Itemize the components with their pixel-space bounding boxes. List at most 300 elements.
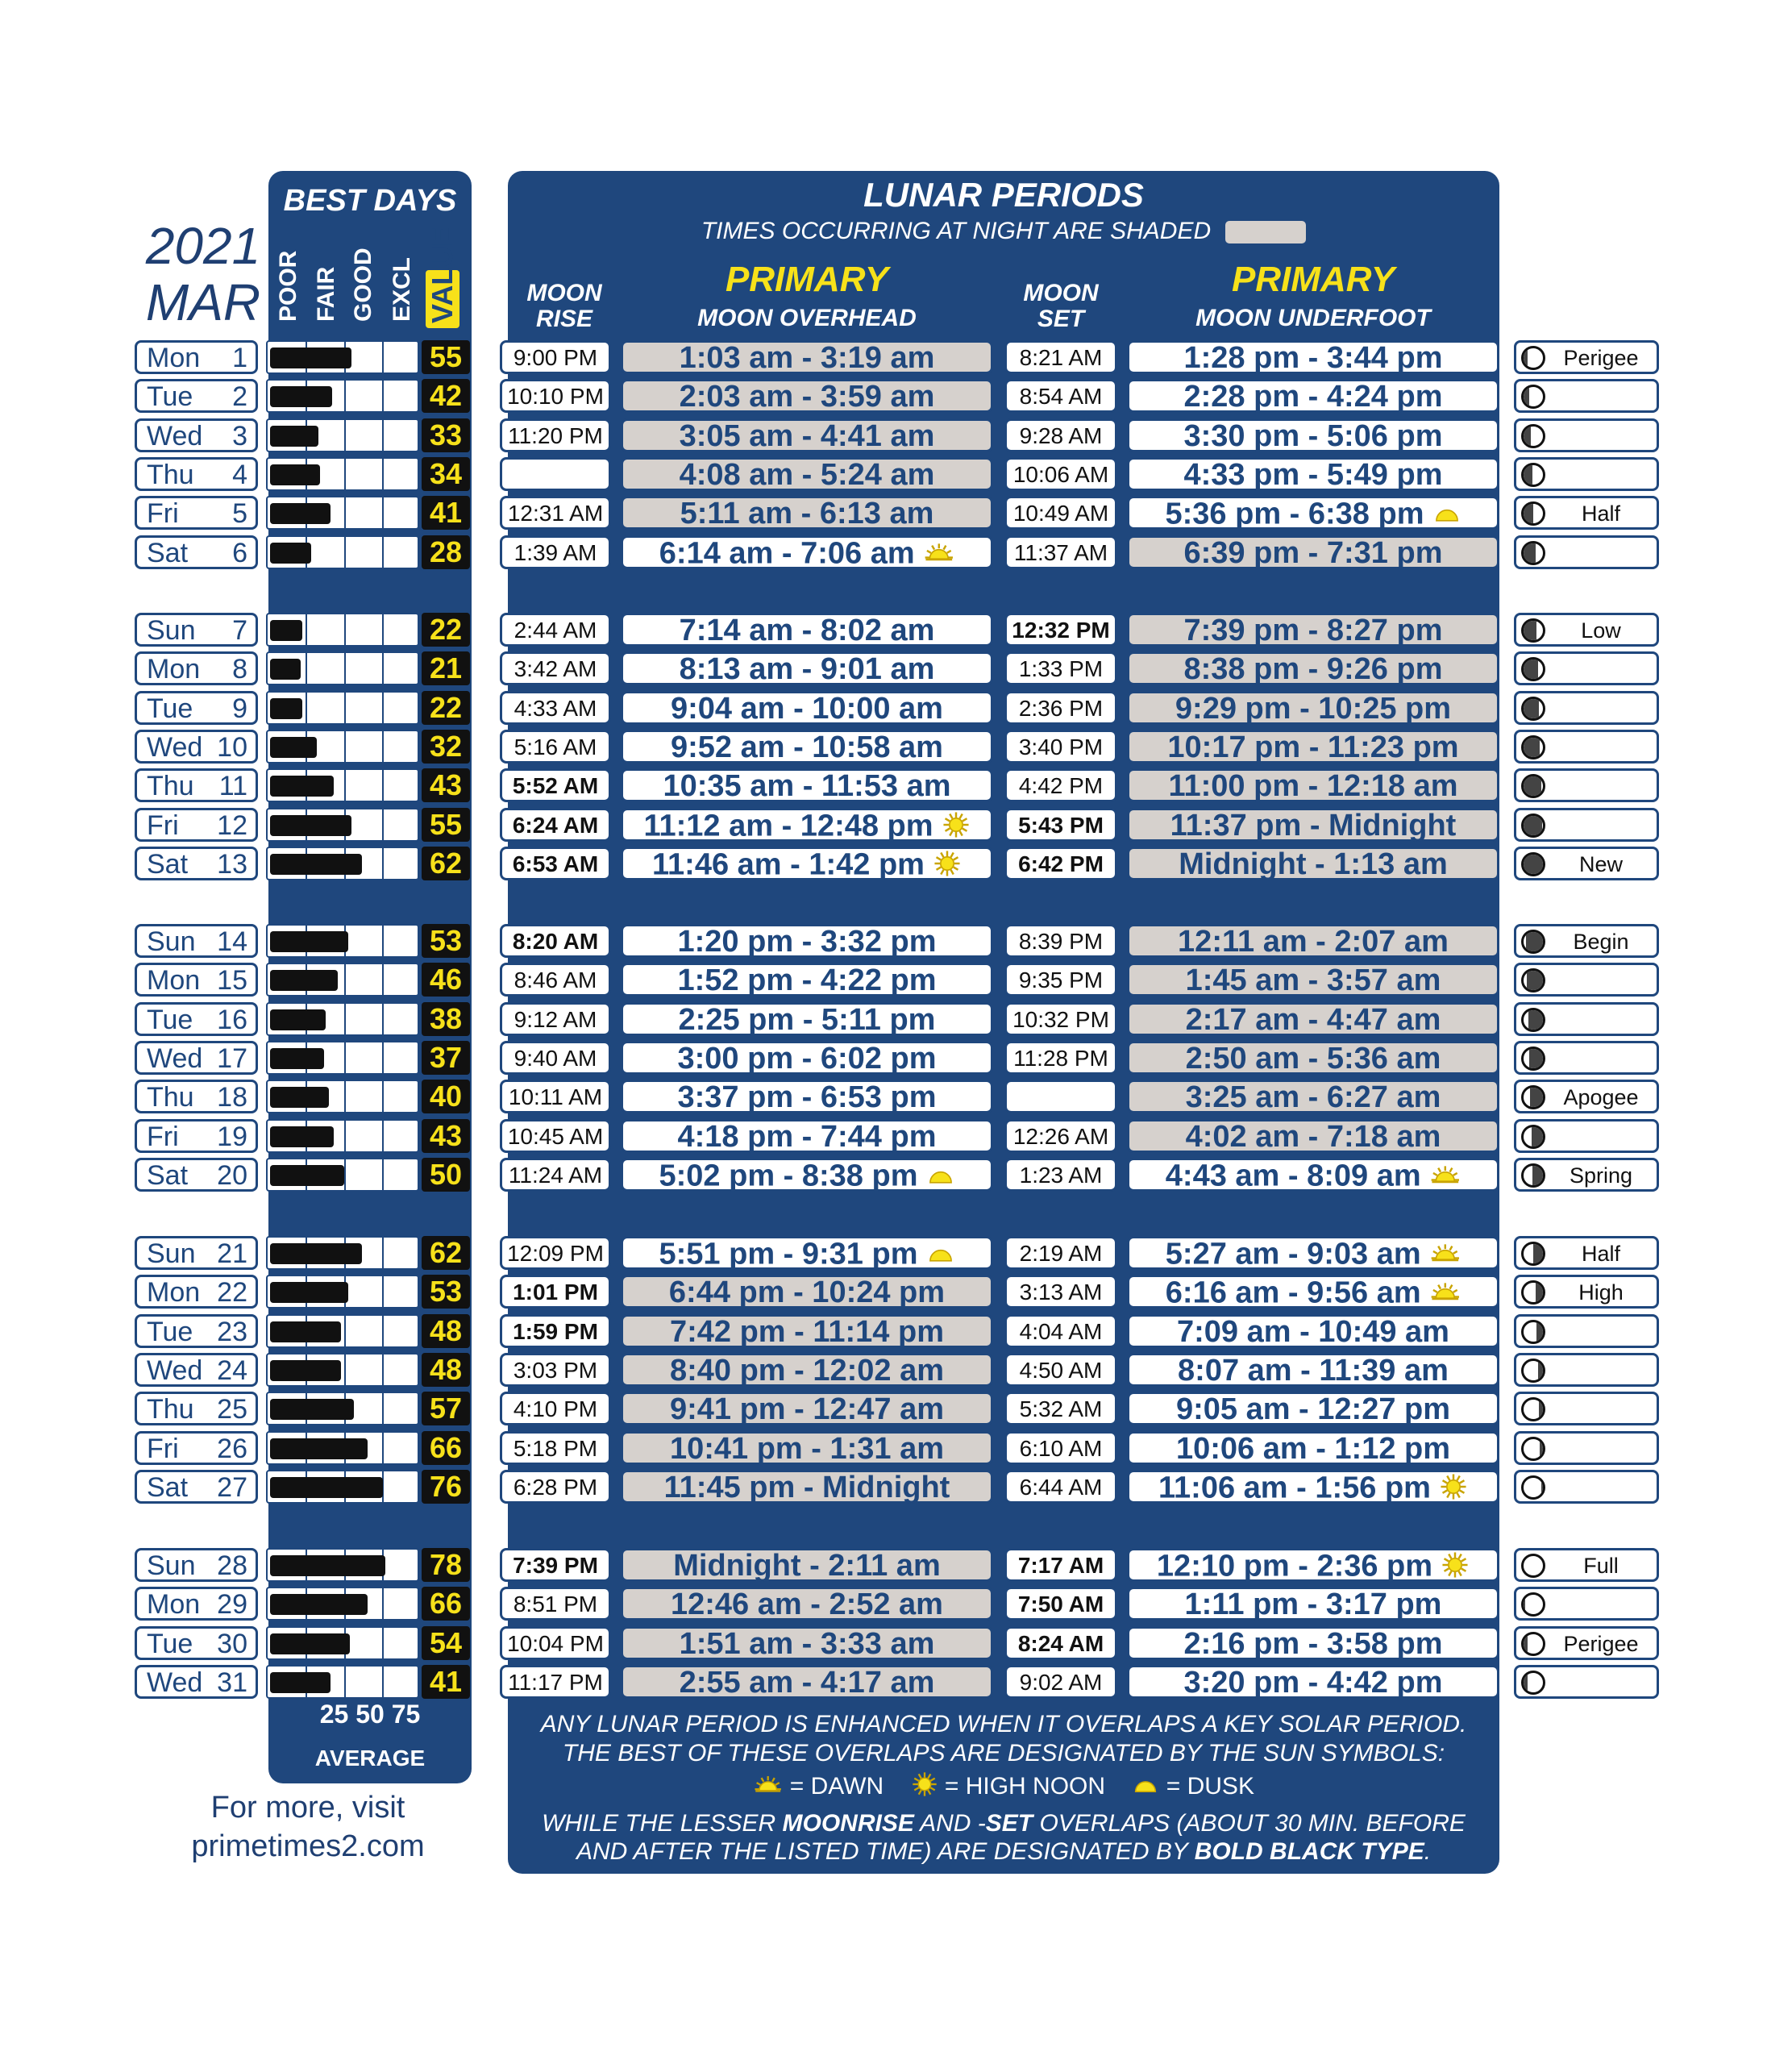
overhead-time: 2:55 am - 4:17 am [679,1666,935,1700]
moon-overhead-period [621,1587,993,1621]
overhead-time: 10:35 am - 11:53 am [663,769,951,803]
moon-phase-cell [1514,1158,1659,1192]
moon-overhead-period [621,730,993,764]
moon-overhead-period [621,340,993,374]
overhead-time: 3:37 pm - 6:53 pm [677,1080,937,1114]
dusk-sun-icon [926,1160,955,1195]
moon-phase-icon [1521,1047,1545,1071]
moon-set-time: 9:28 AM [1004,418,1117,452]
noon-sun-icon [1441,1550,1470,1585]
rating-fill [270,1321,341,1342]
moon-rise-header [508,281,621,332]
day-label [135,1002,258,1036]
moon-phase-icon [1521,814,1545,838]
moon-phase-icon [1521,697,1545,721]
moon-event-label: Perigee [1563,346,1639,370]
day-number: 2 [232,381,247,412]
day-value: 41 [422,1665,470,1699]
day-label [135,1665,258,1699]
moon-event-label: Begin [1573,930,1629,954]
moon-phase-icon [1521,463,1545,487]
moon-rise-time: 7:39 PM [500,1548,611,1582]
rating-fill [270,815,351,836]
moon-phase-cell [1514,1002,1659,1036]
note3-d: SET [985,1810,1033,1837]
overhead-time: 2:03 am - 3:59 am [679,380,935,414]
day-of-week: Wed [147,1667,203,1698]
best-days-title: BEST DAYS [283,184,457,218]
day-label [135,847,258,880]
moon-phase-icon [1521,618,1545,643]
rating-fill [270,1555,385,1576]
underfoot-time: 1:45 am - 3:57 am [1185,963,1441,997]
note3-a: WHILE THE LESSER [542,1810,783,1837]
rating-fill [270,698,302,719]
moon-phase-cell [1514,496,1659,530]
visit-line1: For more, visit [210,1791,405,1825]
rating-bar [266,1275,419,1309]
day-of-week: Sun [147,615,196,646]
moon-set-time: 7:50 AM [1004,1587,1117,1621]
rating-fill [270,1009,326,1030]
overhead-time: 1:52 pm - 4:22 pm [677,963,937,997]
overhead-time: 3:00 pm - 6:02 pm [677,1042,937,1076]
day-label [135,808,258,842]
moon-phase-cell [1514,1431,1659,1465]
rating-bar [266,1626,419,1660]
day-label [135,1275,258,1309]
rating-bar [266,963,419,997]
moon-phase-cell [1514,535,1659,569]
dawn-sun-icon [753,1771,783,1804]
moon-rise-time: 9:00 PM [500,340,611,374]
moon-phase-icon [1521,385,1545,409]
scale-label-poor: POOR [275,250,301,322]
moon-set-time: 12:26 AM [1004,1119,1117,1153]
day-label [135,1470,258,1504]
moon-underfoot-period [1127,379,1499,413]
underfoot-time: 3:20 pm - 4:42 pm [1183,1666,1443,1700]
moon-phase-cell [1514,808,1659,842]
day-label [135,924,258,958]
moon-set-time: 7:17 AM [1004,1548,1117,1582]
day-of-week: Tue [147,1317,193,1347]
rating-bar [266,651,419,685]
moon-overhead-header: MOON OVERHEAD [697,305,917,331]
moon-rise-time: 1:01 PM [500,1275,611,1309]
day-number: 10 [217,732,247,763]
rating-bar [266,847,419,880]
day-label [135,1548,258,1582]
note4-c: . [1424,1838,1432,1865]
day-of-week: Sun [147,926,196,957]
rating-fill [270,620,302,641]
moon-event-label: Low [1581,618,1621,643]
rating-fill [270,1594,368,1615]
day-of-week: Fri [147,810,179,841]
day-value: 55 [422,808,470,842]
day-number: 23 [217,1317,247,1347]
day-number: 21 [217,1238,247,1269]
moon-underfoot-period [1127,1353,1499,1387]
overhead-time: 12:46 am - 2:52 am [671,1588,943,1621]
rating-bar [266,1041,419,1075]
day-of-week: Sun [147,1550,196,1581]
moon-rise-time: 5:18 PM [500,1431,611,1465]
rating-bar [266,1392,419,1425]
moon-rise-time: 6:53 AM [500,847,611,880]
moon-rise-time: 11:20 PM [500,418,611,452]
moon-overhead-period [621,496,993,530]
day-label [135,651,258,685]
moon-set-time: 9:02 AM [1004,1665,1117,1699]
moon-overhead-period [621,768,993,802]
underfoot-time: 2:50 am - 5:36 am [1185,1042,1441,1076]
day-value: 41 [422,496,470,530]
rating-bar [266,1158,419,1192]
day-label [135,1041,258,1075]
moon-phase-icon [1521,1437,1545,1461]
moon-overhead-period [621,613,993,647]
rating-fill [270,737,317,758]
moon-phase-icon [1521,501,1545,526]
day-number: 17 [217,1043,247,1074]
overhead-time: 11:12 am - 12:48 pm [643,809,933,843]
day-value: 37 [422,1041,470,1075]
note3-b: MOONRISE [782,1810,914,1837]
rating-bar [266,457,419,491]
moon-rise-time: 9:40 AM [500,1041,611,1075]
day-number: 14 [217,926,247,957]
day-value: 22 [422,613,470,647]
rating-fill [270,386,332,407]
day-label [135,730,258,764]
sun-legend [508,1771,1499,1804]
day-of-week: Mon [147,343,201,373]
moon-phase-cell [1514,1314,1659,1348]
moon-overhead-period [621,1665,993,1699]
moon-underfoot-period [1127,1236,1499,1270]
day-of-week: Fri [147,1434,179,1464]
underfoot-time: 7:09 am - 10:49 am [1177,1315,1449,1349]
day-value: 62 [422,847,470,880]
moon-set-time: 5:43 PM [1004,808,1117,842]
moon-rise-time [500,457,611,491]
underfoot-time: 9:05 am - 12:27 pm [1175,1392,1451,1426]
moon-rise-time: 8:20 AM [500,924,611,958]
moon-phase-cell [1514,1392,1659,1425]
moon-rise-time: 1:59 PM [500,1314,611,1348]
overhead-time: 6:14 am - 7:06 am [659,536,915,571]
moon-phase-cell [1514,768,1659,802]
note4-b: BOLD BLACK TYPE [1194,1838,1424,1865]
day-number: 31 [217,1667,247,1698]
underfoot-time: 2:17 am - 4:47 am [1185,1003,1441,1037]
noon-sun-icon [933,849,962,884]
rating-bar [266,496,419,530]
moon-underfoot-period [1127,768,1499,802]
moon-phase-cell [1514,1470,1659,1504]
day-number: 4 [232,460,247,490]
day-value: 42 [422,379,470,413]
moon-set-time: 11:28 PM [1004,1041,1117,1075]
underfoot-time: 9:29 pm - 10:25 pm [1175,692,1452,726]
moon-underfoot-header: MOON UNDERFOOT [1195,305,1431,331]
moon-rise-time: 2:44 AM [500,613,611,647]
moon-set-time: 6:44 AM [1004,1470,1117,1504]
moon-underfoot-period [1127,1158,1499,1192]
rating-bar [266,768,419,802]
moon-phase-cell [1514,1587,1659,1621]
day-of-week: Thu [147,771,194,801]
moon-overhead-period [621,1314,993,1348]
moon-set-time: 2:36 PM [1004,691,1117,725]
moon-underfoot-period [1127,651,1499,685]
day-value: 40 [422,1080,470,1113]
rating-bar [266,1236,419,1270]
average-label: AVERAGE [314,1746,426,1771]
day-value: 21 [422,651,470,685]
day-label [135,1626,258,1660]
value-label: VALUE [426,270,459,328]
moon-phase-cell [1514,1041,1659,1075]
moon-rise-time: 3:03 PM [500,1353,611,1387]
day-number: 6 [232,538,247,568]
moon-overhead-period [621,691,993,725]
underfoot-time: 6:39 pm - 7:31 pm [1183,536,1443,570]
footer-note-1: ANY LUNAR PERIOD IS ENHANCED WHEN IT OVERLAPS A KEY SOLAR PERIOD. [540,1711,1467,1737]
dusk-sun-icon [1132,1771,1159,1804]
dusk-sun-icon [926,1238,955,1273]
moon-rise-time: 4:33 AM [500,691,611,725]
moon-phase-cell [1514,730,1659,764]
scale-label-good: GOOD [350,248,376,322]
day-of-week: Sat [147,538,189,568]
rating-fill [270,1399,354,1420]
rating-bar [266,1353,419,1387]
moon-set-time: 4:42 PM [1004,768,1117,802]
moon-event-label: Perigee [1563,1632,1639,1656]
underfoot-time: 10:17 pm - 11:23 pm [1167,730,1459,764]
moon-rise-time: 5:16 AM [500,730,611,764]
day-number: 12 [217,810,247,841]
overhead-time: 5:11 am - 6:13 am [680,497,934,531]
moon-underfoot-period [1127,963,1499,997]
moon-event-label: Spring [1569,1163,1633,1188]
night-shade-swatch [1225,221,1306,243]
underfoot-time: 6:16 am - 9:56 am [1165,1275,1421,1310]
moon-rise-time: 4:10 PM [500,1392,611,1425]
underfoot-time: 10:06 am - 1:12 pm [1175,1432,1451,1466]
day-label [135,457,258,491]
day-number: 27 [217,1472,247,1503]
moon-overhead-period [621,1626,993,1660]
note4-a: AND AFTER THE LISTED TIME) ARE DESIGNATED BY [576,1838,1195,1865]
moon-phase-cell [1514,457,1659,491]
day-number: 26 [217,1434,247,1464]
moon-phase-icon [1521,1163,1545,1188]
moon-phase-cell [1514,1665,1659,1699]
day-number: 16 [217,1005,247,1035]
scale-label-excl: EXCL [389,256,415,322]
moon-set-time: 4:50 AM [1004,1353,1117,1387]
day-label [135,1236,258,1270]
day-number: 30 [217,1629,247,1659]
lunar-periods-title: LUNAR PERIODS [863,176,1144,214]
rating-fill [270,1087,329,1108]
moon-phase-icon [1521,1242,1545,1266]
moon-rise-time: 10:11 AM [500,1080,611,1113]
moon-underfoot-period [1127,1431,1499,1465]
day-of-week: Thu [147,1394,194,1425]
underfoot-time: 1:11 pm - 3:17 pm [1184,1588,1442,1621]
moon-phase-icon [1521,657,1545,681]
moon-set-time [1004,1080,1117,1113]
average-scale-numbers: 25 50 75 [319,1700,421,1729]
visit-note [139,1788,477,1866]
footer-note-2: THE BEST OF THESE OVERLAPS ARE DESIGNATED BY THE SUN SYMBOLS: [562,1740,1445,1766]
moon-set-time: 3:13 AM [1004,1275,1117,1309]
moon-set-time: 8:39 PM [1004,924,1117,958]
moon-phase-icon [1521,1554,1545,1578]
rating-fill [270,1243,362,1264]
rating-bar [266,379,419,413]
day-label [135,1314,258,1348]
moon-phase-icon [1521,1671,1545,1695]
moon-overhead-period [621,1275,993,1309]
day-label [135,963,258,997]
underfoot-time: 12:11 am - 2:07 am [1178,925,1449,959]
day-label [135,768,258,802]
moon-phase-icon [1521,541,1545,565]
day-of-week: Tue [147,1629,193,1659]
moon-overhead-period [621,1041,993,1075]
overhead-time: 2:25 pm - 5:11 pm [678,1003,936,1037]
day-number: 28 [217,1550,247,1581]
moon-rise-time: 11:24 AM [500,1158,611,1192]
underfoot-time: 4:02 am - 7:18 am [1185,1120,1441,1154]
rating-fill [270,1048,324,1069]
moon-set-time: 6:10 AM [1004,1431,1117,1465]
calendar-month: MAR [145,273,261,331]
primary-overhead-header: PRIMARY [725,260,889,299]
day-value: 62 [422,1236,470,1270]
dawn-sun-icon [1429,1238,1461,1273]
rating-bar [266,730,419,764]
rating-fill [270,854,362,875]
moon-phase-icon [1521,1085,1545,1109]
moon-underfoot-period [1127,1665,1499,1699]
day-label [135,1587,258,1621]
moon-phase-icon [1521,1320,1545,1344]
overhead-time: 11:45 pm - Midnight [663,1471,950,1504]
underfoot-time: 4:43 am - 8:09 am [1165,1159,1421,1193]
moon-phase-icon [1521,1359,1545,1383]
note3-e: OVERLAPS (ABOUT 30 MIN. BEFORE [1033,1810,1466,1837]
overhead-time: 1:20 pm - 3:32 pm [677,925,937,959]
moon-phase-cell [1514,613,1659,647]
moon-underfoot-period [1127,457,1499,491]
moon-set-time: 8:21 AM [1004,340,1117,374]
day-label [135,691,258,725]
day-value: 28 [422,535,470,569]
moon-overhead-period [621,1392,993,1425]
day-of-week: Sat [147,1160,189,1191]
day-of-week: Tue [147,693,193,724]
moon-set-time: 1:23 AM [1004,1158,1117,1192]
day-value: 57 [422,1392,470,1425]
overhead-time: 7:14 am - 8:02 am [679,614,935,647]
noon-sun-icon [911,1771,938,1804]
moon-phase-icon [1521,968,1545,992]
moon-rise-time: 3:42 AM [500,651,611,685]
moon-set-time: 3:40 PM [1004,730,1117,764]
moon-set-time: 10:06 AM [1004,457,1117,491]
moon-overhead-period [621,1236,993,1270]
overhead-time: 3:05 am - 4:41 am [679,419,935,453]
overhead-time: 11:46 am - 1:42 pm [652,847,925,882]
day-value: 43 [422,1119,470,1153]
moon-event-label: Half [1581,501,1620,526]
day-value: 53 [422,924,470,958]
rating-bar [266,1587,419,1621]
day-of-week: Thu [147,1082,194,1113]
moon-overhead-period [621,457,993,491]
moon-overhead-period [621,1119,993,1153]
day-number: 13 [217,849,247,880]
day-value: 55 [422,340,470,374]
overhead-time: 4:08 am - 5:24 am [679,458,935,492]
moon-phase-cell [1514,1626,1659,1660]
moon-phase-cell [1514,847,1659,880]
day-number: 25 [217,1394,247,1425]
day-label [135,1158,258,1192]
rating-fill [270,1126,334,1147]
moon-rise-time: 12:09 PM [500,1236,611,1270]
day-number: 22 [217,1277,247,1308]
moon-overhead-period [621,808,993,842]
rating-bar [266,1665,419,1699]
legend-dawn-label: = DAWN [789,1772,884,1800]
underfoot-time: 12:10 pm - 2:36 pm [1156,1549,1433,1583]
day-value: 50 [422,1158,470,1192]
moon-set-header-line2: SET [1037,306,1085,332]
moon-phase-icon [1521,346,1545,370]
moon-underfoot-period [1127,1275,1499,1309]
moon-phase-cell [1514,379,1659,413]
overhead-time: Midnight - 2:11 am [673,1549,941,1583]
visit-link[interactable]: primetimes2.com [191,1829,425,1863]
moon-rise-time: 10:10 PM [500,379,611,413]
noon-sun-icon [1439,1472,1468,1507]
underfoot-time: 11:06 am - 1:56 pm [1158,1471,1431,1505]
rating-fill [270,1633,350,1654]
day-value: 38 [422,1002,470,1036]
day-of-week: Tue [147,1005,193,1035]
day-value: 76 [422,1470,470,1504]
underfoot-time: Midnight - 1:13 am [1179,847,1448,881]
note3-c: AND - [913,1810,986,1837]
moon-phase-icon [1521,424,1545,448]
moon-underfoot-period [1127,1080,1499,1113]
moon-rise-time: 12:31 AM [500,496,611,530]
moon-rise-header-line2: RISE [535,306,593,332]
underfoot-time: 11:37 pm - Midnight [1170,809,1457,843]
day-of-week: Thu [147,460,194,490]
day-label [135,340,258,374]
moon-overhead-period [621,1158,993,1192]
rating-bar [266,535,419,569]
